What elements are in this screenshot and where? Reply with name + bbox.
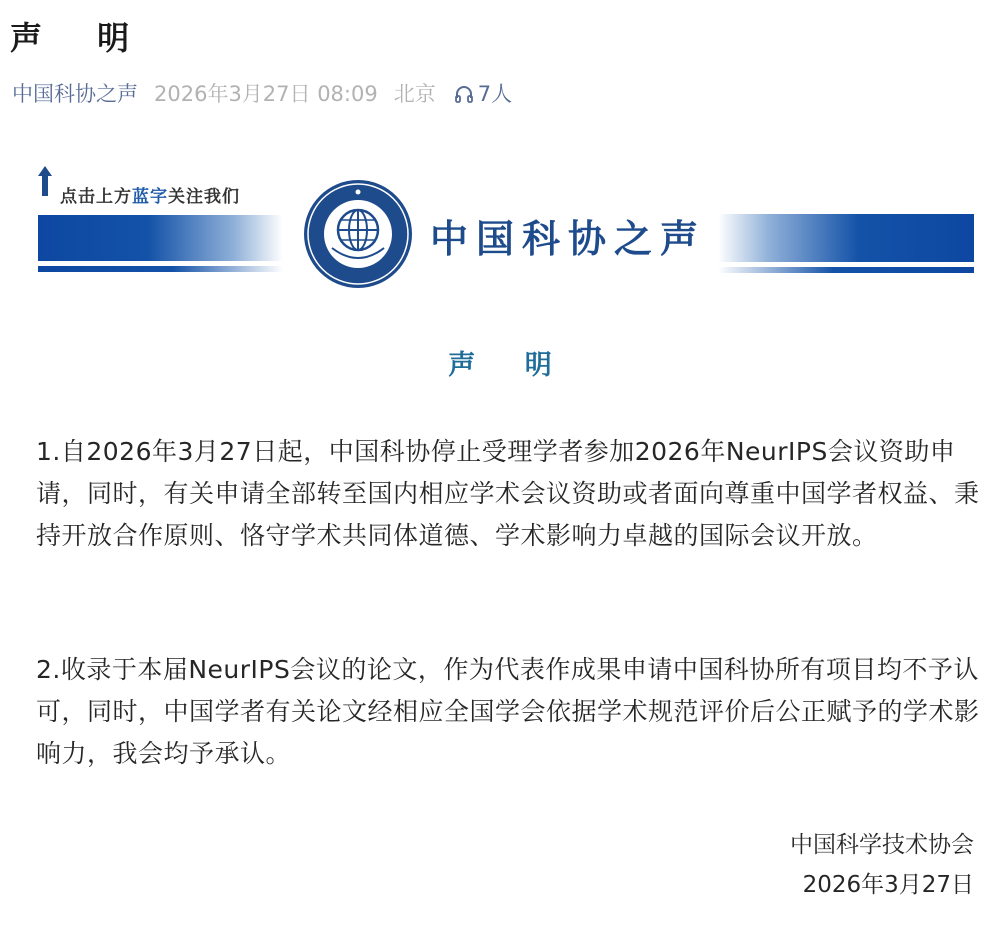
- follow-prompt: 点击上方蓝字关注我们: [60, 187, 240, 207]
- header-banner: [0, 150, 1000, 300]
- account-name-link[interactable]: 中国科协之声: [12, 82, 138, 106]
- banner-bar-left: [38, 215, 283, 261]
- statement-paragraph-1: 1.自2026年3月27日起，中国科协停止受理学者参加2026年NeurIPS会议资助申请，同时，有关申请全部转至国内相应学术会议资助或者面向尊重中国学者权益、秉持开放合作原则、恪守学术共同体道德、学术影响力卓越的国际会议开放。: [36, 437, 980, 550]
- arrow-up-icon: [38, 166, 52, 196]
- statement-heading: 声 明: [448, 350, 572, 381]
- listen-count: 7人: [477, 82, 513, 106]
- listen-button[interactable]: [454, 78, 512, 110]
- article-meta: [12, 78, 512, 110]
- brand-name: 中国科协之声: [430, 216, 707, 261]
- publish-time: 2026年3月27日 08:09: [154, 82, 378, 106]
- banner-bar-right-thin: [718, 267, 974, 273]
- banner-bar-right: [718, 214, 974, 262]
- banner-bar-left-thin: [38, 266, 283, 272]
- follow-highlight: 蓝字: [132, 187, 168, 207]
- publish-location: 北京: [393, 82, 436, 106]
- signature-organization: 中国科学技术协会: [790, 832, 974, 858]
- article-title: 声 明: [10, 19, 152, 57]
- cast-emblem-logo: [302, 178, 414, 290]
- statement-paragraph-2: 2.收录于本届NeurIPS会议的论文，作为代表作成果申请中国科协所有项目均不予认可，同时，中国学者有关论文经相应全国学会依据学术规范评价后公正赋予的学术影响力，我会均予承认。: [36, 655, 980, 768]
- headphones-icon: [454, 84, 474, 104]
- signature-date: 2026年3月27日: [802, 872, 974, 898]
- signature-block: [790, 825, 974, 905]
